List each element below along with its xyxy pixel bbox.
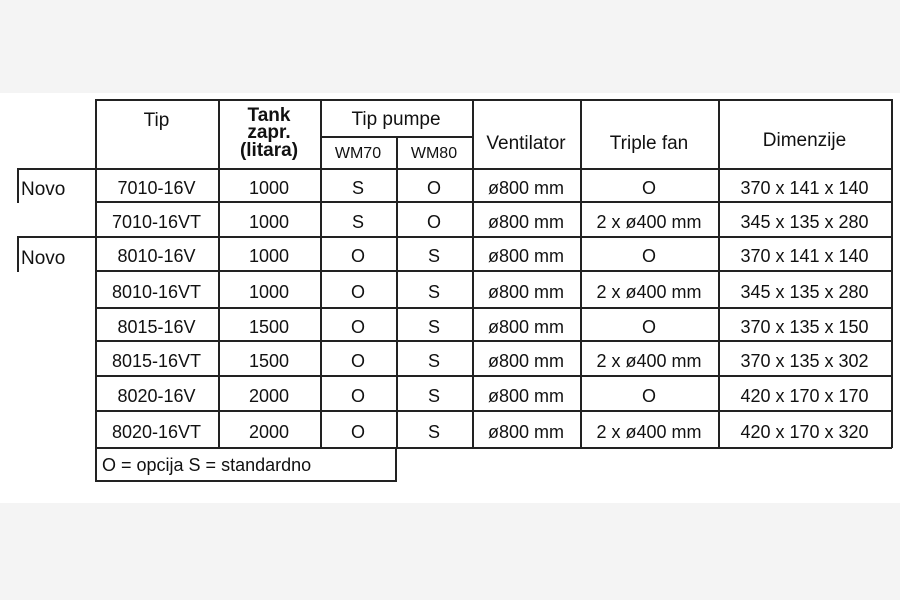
row-pump-wm80-cell: S (427, 246, 440, 266)
row-triple-fan-cell: 2 x ø400 mm (596, 211, 702, 232)
header-tip: Tip (143, 109, 170, 131)
row-dimenzije-cell: 420 x 170 x 320 (740, 421, 869, 442)
row-triple-fan-cell: 2 x ø400 mm (596, 281, 702, 302)
row-dimenzije-cell: 420 x 170 x 170 (740, 385, 869, 406)
row-tank-cell: 1500 (248, 316, 290, 337)
row-pump-wm70-cell: S (351, 211, 364, 232)
row-pump-wm80-cell: S (427, 316, 440, 337)
row-tank-cell: 2000 (248, 421, 290, 442)
grid-row-line (95, 168, 892, 170)
row-pump-wm80-cell: O (426, 177, 441, 198)
header-ventilator: Ventilator (486, 132, 566, 154)
row-dimenzije-cell: 370 x 135 x 150 (740, 316, 869, 337)
row-triple-fan-cell: O (641, 316, 656, 337)
row-pump-wm70-cell: S (351, 177, 364, 198)
row-triple-fan-cell: O (641, 246, 656, 266)
row-ventilator-cell: ø800 mm (487, 350, 565, 371)
header-dimenzije: Dimenzije (762, 129, 847, 151)
header-pump-wm80: WM80 (410, 144, 458, 162)
row-tank-cell: 1500 (248, 350, 290, 371)
row-tip-cell: 8010-16V (117, 246, 196, 266)
row-triple-fan-cell: O (641, 177, 656, 198)
row-tip-cell: 8020-16V (117, 385, 196, 406)
header-tank-line1: Tank (247, 105, 291, 127)
header-tank (218, 99, 320, 167)
row-ventilator-cell: ø800 mm (487, 385, 565, 406)
novo-box-top (17, 236, 95, 238)
row-pump-wm80-cell: S (427, 281, 440, 302)
header-pump-group: Tip pumpe (351, 108, 441, 130)
row-tip-cell: 8010-16VT (111, 281, 202, 302)
row-dimenzije-cell: 370 x 135 x 302 (740, 350, 869, 371)
row-pump-wm70-cell: O (350, 421, 365, 442)
row-dimenzije-cell: 370 x 141 x 140 (740, 246, 869, 266)
row-tank-cell: 1000 (248, 281, 290, 302)
row-tank-cell: 1000 (248, 211, 290, 232)
new-badge: Novo (21, 247, 66, 269)
grid-top-border (95, 99, 892, 101)
novo-box-top (17, 168, 95, 170)
row-ventilator-cell: ø800 mm (487, 281, 565, 302)
row-ventilator-cell: ø800 mm (487, 246, 565, 266)
row-ventilator-cell: ø800 mm (487, 421, 565, 442)
row-ventilator-cell: ø800 mm (487, 177, 565, 198)
row-ventilator-cell: ø800 mm (487, 316, 565, 337)
row-dimenzije-cell: 370 x 141 x 140 (740, 177, 869, 198)
row-tip-cell: 8015-16V (117, 316, 196, 337)
row-pump-wm70-cell: O (350, 246, 365, 266)
row-pump-wm80-cell: S (427, 385, 440, 406)
legend-note: O = opcija S = standardno (102, 454, 312, 475)
row-pump-wm70-cell: O (350, 281, 365, 302)
row-tip-cell: 7010-16VT (111, 211, 202, 232)
row-triple-fan-cell: 2 x ø400 mm (596, 350, 702, 371)
row-tank-cell: 2000 (248, 385, 290, 406)
row-tip-cell: 8020-16VT (111, 421, 202, 442)
row-pump-wm70-cell: O (350, 316, 365, 337)
row-tank-cell: 1000 (248, 177, 290, 198)
row-tank-cell: 1000 (248, 246, 290, 266)
row-ventilator-cell: ø800 mm (487, 211, 565, 232)
new-badge: Novo (21, 179, 66, 200)
row-triple-fan-cell: 2 x ø400 mm (596, 421, 702, 442)
row-tip-cell: 7010-16V (117, 177, 196, 198)
header-pump-wm70: WM70 (334, 144, 382, 162)
header-tank-line3: (litara) (239, 139, 299, 161)
row-pump-wm80-cell: S (427, 350, 440, 371)
row-dimenzije-cell: 345 x 135 x 280 (740, 281, 869, 302)
row-tip-cell: 8015-16VT (111, 350, 202, 371)
header-tank-line2: zapr. (247, 122, 291, 144)
row-pump-wm70-cell: O (350, 385, 365, 406)
grid-col-line (891, 99, 893, 448)
row-pump-wm70-cell: O (350, 350, 365, 371)
row-dimenzije-cell: 345 x 135 x 280 (740, 211, 869, 232)
row-pump-wm80-cell: O (426, 211, 441, 232)
row-triple-fan-cell: O (641, 385, 656, 406)
row-pump-wm80-cell: S (427, 421, 440, 442)
header-triple-fan: Triple fan (609, 132, 689, 154)
